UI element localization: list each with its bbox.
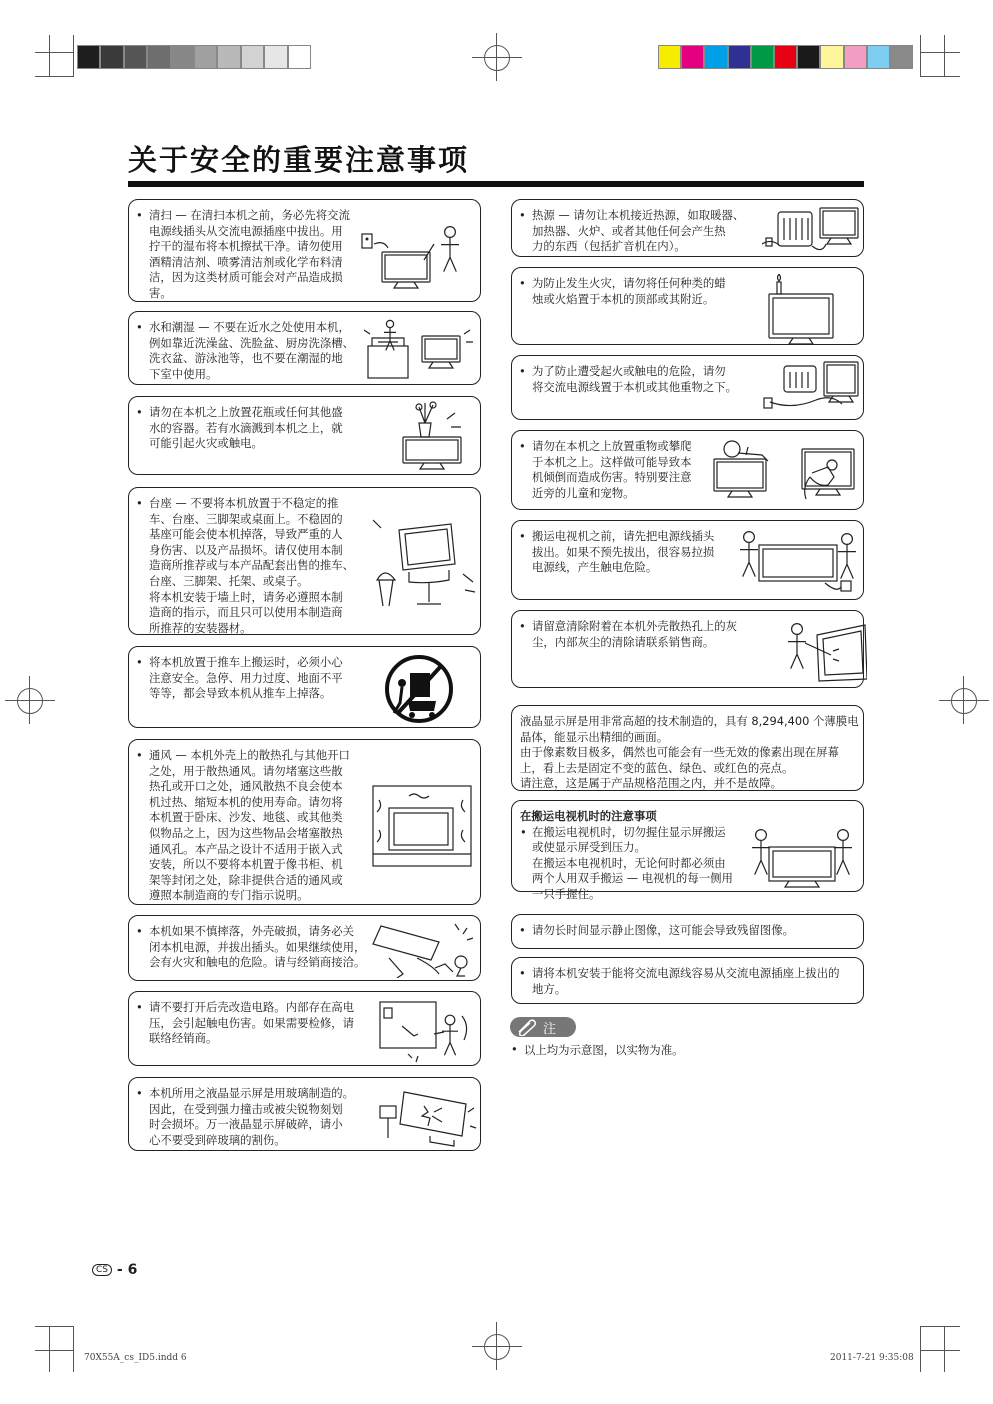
notice-line: 电源线，产生触电危险。 [532,560,658,575]
note-label [510,1017,576,1037]
note-label-text: 注 [543,1022,557,1037]
notice-text-heat [532,208,744,255]
notice-line: 机倾倒而造成伤害。特别要注意 [532,470,692,485]
page-title: 关于安全的重要注意事项 [128,143,470,177]
notice-line: 将本机安装于墙上时，请务必遵照本制 [149,589,343,604]
notice-text-stand [149,496,354,636]
notice-line: 加热器、火炉、或者其他任何会产生热 [532,223,726,238]
notice-line: 力的东西（包括扩音机在内）。 [532,239,686,254]
notice-line: 因此，在受到强力撞击或被尖锐物刻划 [149,1101,343,1116]
notice-line: 心不要受到碎玻璃的割伤。 [149,1132,286,1147]
notice-line: 尘，内部灰尘的清除请联系销售商。 [532,634,715,649]
child-pet-illustration-icon [702,437,862,507]
transport-heading: 在搬运电视机时的注意事项 [520,809,657,823]
notice-line: 电源线插头从交流电源插座中拔出。用 [149,223,343,238]
notice-line: 机过热、缩短本机的使用寿命。请勿将 [149,794,343,809]
notice-line: 造商的指示，而且只可以使用本制造商 [149,605,343,620]
notice-text-water [149,320,354,382]
notice-line: 或使显示屏受到压力。 [532,840,646,855]
candle-illustration-icon [767,274,847,344]
notice-line: 洗衣盆、游泳池等，也不要在潮湿的地 [149,351,343,366]
notice-box-still [511,914,864,949]
notice-line: • 本机所用之液晶显示屏是用玻璃制造的。 [149,1086,355,1100]
notice-text-transport [520,809,733,903]
notice-text-glass [149,1086,354,1148]
repair-illustration-icon [374,996,474,1064]
notice-line: • 请不要打开后壳改造电路。内部存在高电 [149,1000,355,1014]
notice-line: 台座、三脚架、托架、或桌子。 [149,573,309,588]
notice-line: 于本机之上。这样做可能导致本 [532,454,692,469]
notice-line: 酒精清洁剂、喷雾清洁剂或化学布料清 [149,254,343,269]
footer-filename: 70X55A_cs_ID5.indd 6 [84,1353,187,1363]
notice-line: 本机置于卧床、沙发、地毯、或其他类 [149,810,343,825]
color-swatch [658,45,681,69]
notice-box-open-case [128,991,481,1066]
notice-box-cart [128,646,481,728]
cart-warning-icon [384,653,454,725]
color-swatch [751,45,774,69]
notice-line: 例如靠近洗澡盆、洗脸盆、厨房洗涤槽、 [149,335,355,350]
notice-line: 请注意，这是属于产品规格范围之内，并不是故障。 [520,776,782,791]
notice-line: 在搬运电视机时，切勿握住显示屏搬运 [532,824,726,839]
notice-line: 可能引起火灾或触电。 [149,436,263,451]
notice-line: • 通风 — 本机外壳上的散热孔与其他开口 [149,748,350,762]
notice-line: 等等，都会导致本机从推车上掉落。 [149,686,332,701]
notice-line: 下室中使用。 [149,366,218,381]
notice-box-vase [128,396,481,475]
notice-text-move [532,529,714,576]
bullet: • [520,824,527,839]
notice-box-heat [511,199,864,257]
notice-line: • 清扫 — 在清扫本机之前，务必先将交流 [149,208,350,222]
color-swatch [890,45,913,69]
notice-box-ventilation [128,739,481,905]
color-swatch [867,45,890,69]
unplug-move-illustration-icon [737,527,862,599]
notice-box-cord [511,355,864,420]
notice-line: 晶体，能显示出精细的画面。 [520,729,669,744]
notice-line: 造商所推荐或与本产品配套出售的推车、 [149,558,355,573]
notice-box-glass [128,1077,481,1151]
notice-box-dropped [128,915,481,981]
notice-text-lcd [520,714,859,792]
notice-text-dust [532,619,737,650]
notice-line: 在搬运本电视机时，无论何时都必须由 [532,855,726,870]
notice-box-outlet [511,957,864,1004]
notice-line: 一只手握住。 [532,886,601,901]
notice-text-still [532,923,794,939]
color-swatch [844,45,867,69]
notice-line: 两个人用双手搬运 — 电视机的每一侧用 [532,871,733,886]
notice-line: • 将本机放置于推车上搬运时，必须小心 [149,655,343,669]
notice-line: 会有火灾和触电的危险。请与经销商接洽。 [149,955,366,970]
notice-text-vase [149,405,343,452]
notice-line: • 请勿长时间显示静止图像，这可能会导致残留图像。 [532,923,794,937]
notice-line: 害。 [149,285,172,300]
notice-box-cleaning [128,199,481,302]
page-number [92,1262,137,1278]
notice-line: 车、台座、三脚架或桌面上。不稳固的 [149,511,343,526]
note-text: • 以上均为示意图，以实物为准。 [524,1042,683,1058]
heater-illustration-icon [762,204,862,254]
title-rule [128,181,864,187]
notice-line: 安装，所以不要将本机置于像书柜、机 [149,857,343,872]
footer-timestamp: 2011-7-21 9:35:08 [830,1353,914,1363]
notice-line: 联络经销商。 [149,1031,218,1046]
gray-swatch [147,45,170,69]
color-swatch [728,45,751,69]
notice-text-cleaning [149,208,350,302]
two-person-carry-illustration-icon [747,825,857,889]
notice-line: 拔出。如果不预先拔出，很容易拉损 [532,544,715,559]
notice-line: 闭本机电源，并拔出插头。如果继续使用， [149,939,366,954]
color-swatch [704,45,727,69]
gray-swatch [124,45,147,69]
gray-swatch [217,45,240,69]
notice-box-move [511,520,864,600]
notice-line: 上，看上去是固定不变的蓝色、绿色、或红色的亮点。 [520,760,794,775]
notice-line: • 请勿在本机之上放置重物或攀爬 [532,439,692,453]
notice-line: 洁，因为这类材质可能会对产品造成损 [149,270,343,285]
notice-text-dropped [149,924,365,971]
notice-line: 身伤害、以及产品损坏。请仅使用本制 [149,542,343,557]
gray-swatch [77,45,100,69]
gray-swatch [264,45,287,69]
dropped-tv-illustration-icon [369,918,479,978]
notice-line: 遵照本制造商的专门指示说明。 [149,888,309,903]
notice-text-cart [149,655,343,702]
gray-swatch [288,45,311,69]
notice-text-ventilation [149,748,350,904]
flower-vase-illustration-icon [389,401,479,471]
notice-box-candle [511,267,864,345]
page-number-dash: - [116,1262,123,1278]
notice-box-climb [511,430,864,510]
notice-line: • 台座 — 不要将本机放置于不稳定的推 [149,496,339,510]
notice-box-water [128,311,481,385]
notice-line: • 热源 — 请勿让本机接近热源，如取暖器、 [532,208,745,222]
notice-box-lcd [511,705,864,791]
notice-line: • 为防止发生火灾，请勿将任何种类的蜡 [532,276,726,290]
notice-line: 地方。 [532,981,567,996]
color-swatch [797,45,820,69]
notice-line: 所推荐的安装器材。 [149,620,252,635]
notice-line: • 请勿在本机之上放置花瓶或任何其他盛 [149,405,343,419]
gray-swatch [100,45,123,69]
notice-text-climb [532,439,691,501]
hammer-glass-illustration-icon [374,1082,479,1148]
water-moisture-illustration-icon [364,316,479,382]
notice-box-transport [511,800,864,901]
notice-box-dust [511,610,864,688]
notice-line: 似物品之上，因为这些物品会堵塞散热 [149,825,343,840]
notice-line: • 为了防止遭受起火或触电的危险，请勿 [532,364,726,378]
notice-line: • 搬运电视机之前，请先把电源线插头 [532,529,715,543]
ventilation-illustration-icon [369,782,479,872]
color-swatch [820,45,843,69]
unstable-stand-illustration-icon [369,510,479,610]
notice-text-cord [532,364,737,395]
notice-line: • 请将本机安装于能将交流电源线容易从交流电源插座上拔出的 [532,966,840,980]
notice-line: 注意安全。急停、用力过度、地面不平 [149,670,343,685]
notice-line: 烛或火焰置于本机的顶部或其附近。 [532,291,715,306]
color-swatch [681,45,704,69]
cleaning-illustration-icon [354,214,474,294]
power-cord-illustration-icon [762,360,862,418]
gray-swatch [241,45,264,69]
note-pencil-icon [516,1018,540,1036]
notice-line: • 水和潮湿 — 不要在近水之处使用本机， [149,320,350,334]
dust-cleaning-illustration-icon [777,615,867,685]
notice-text-candle [532,276,726,307]
notice-box-stand [128,487,481,635]
notice-line: 水的容器。若有水滴溅到本机之上，就 [149,420,343,435]
notice-line: 时会损坏。万一液晶显示屏破碎，请小 [149,1117,343,1132]
notice-line: 之处，用于散热通风。请勿堵塞这些散 [149,763,343,778]
notice-line: 近旁的儿童和宠物。 [532,485,635,500]
notice-line: 架等封闭之处，除非提供合适的通风或 [149,872,343,887]
notice-text-outlet [532,966,840,997]
language-badge: CS [92,1264,112,1276]
notice-line: 由于像素数目极多，偶然也可能会有一些无效的像素出现在屏幕 [520,745,839,760]
notice-line: • 请留意清除附着在本机外壳散热孔上的灰 [532,619,738,633]
color-swatch [774,45,797,69]
notice-text-open-case [149,1000,354,1047]
gray-swatch [171,45,194,69]
notice-line: • 本机如果不慎摔落，外壳破损，请务必关 [149,924,355,938]
notice-line: 将交流电源线置于本机或其他重物之下。 [532,379,738,394]
notice-line: 拧干的湿布将本机擦拭干净。请勿使用 [149,239,343,254]
notice-line: 通风孔。本产品之设计不适用于嵌入式 [149,841,343,856]
gray-swatch [194,45,217,69]
notice-line: 压，会引起触电伤害。如果需要检修，请 [149,1015,355,1030]
page-number-value: 6 [127,1262,138,1278]
notice-line: 热孔或开口之处，通风散热不良会使本 [149,779,343,794]
notice-line: 液晶显示屏是用非常高超的技术制造的，具有 8,294,400 个薄膜电 [520,714,859,728]
notice-line: 基座可能会使本机掉落，导致严重的人 [149,527,343,542]
